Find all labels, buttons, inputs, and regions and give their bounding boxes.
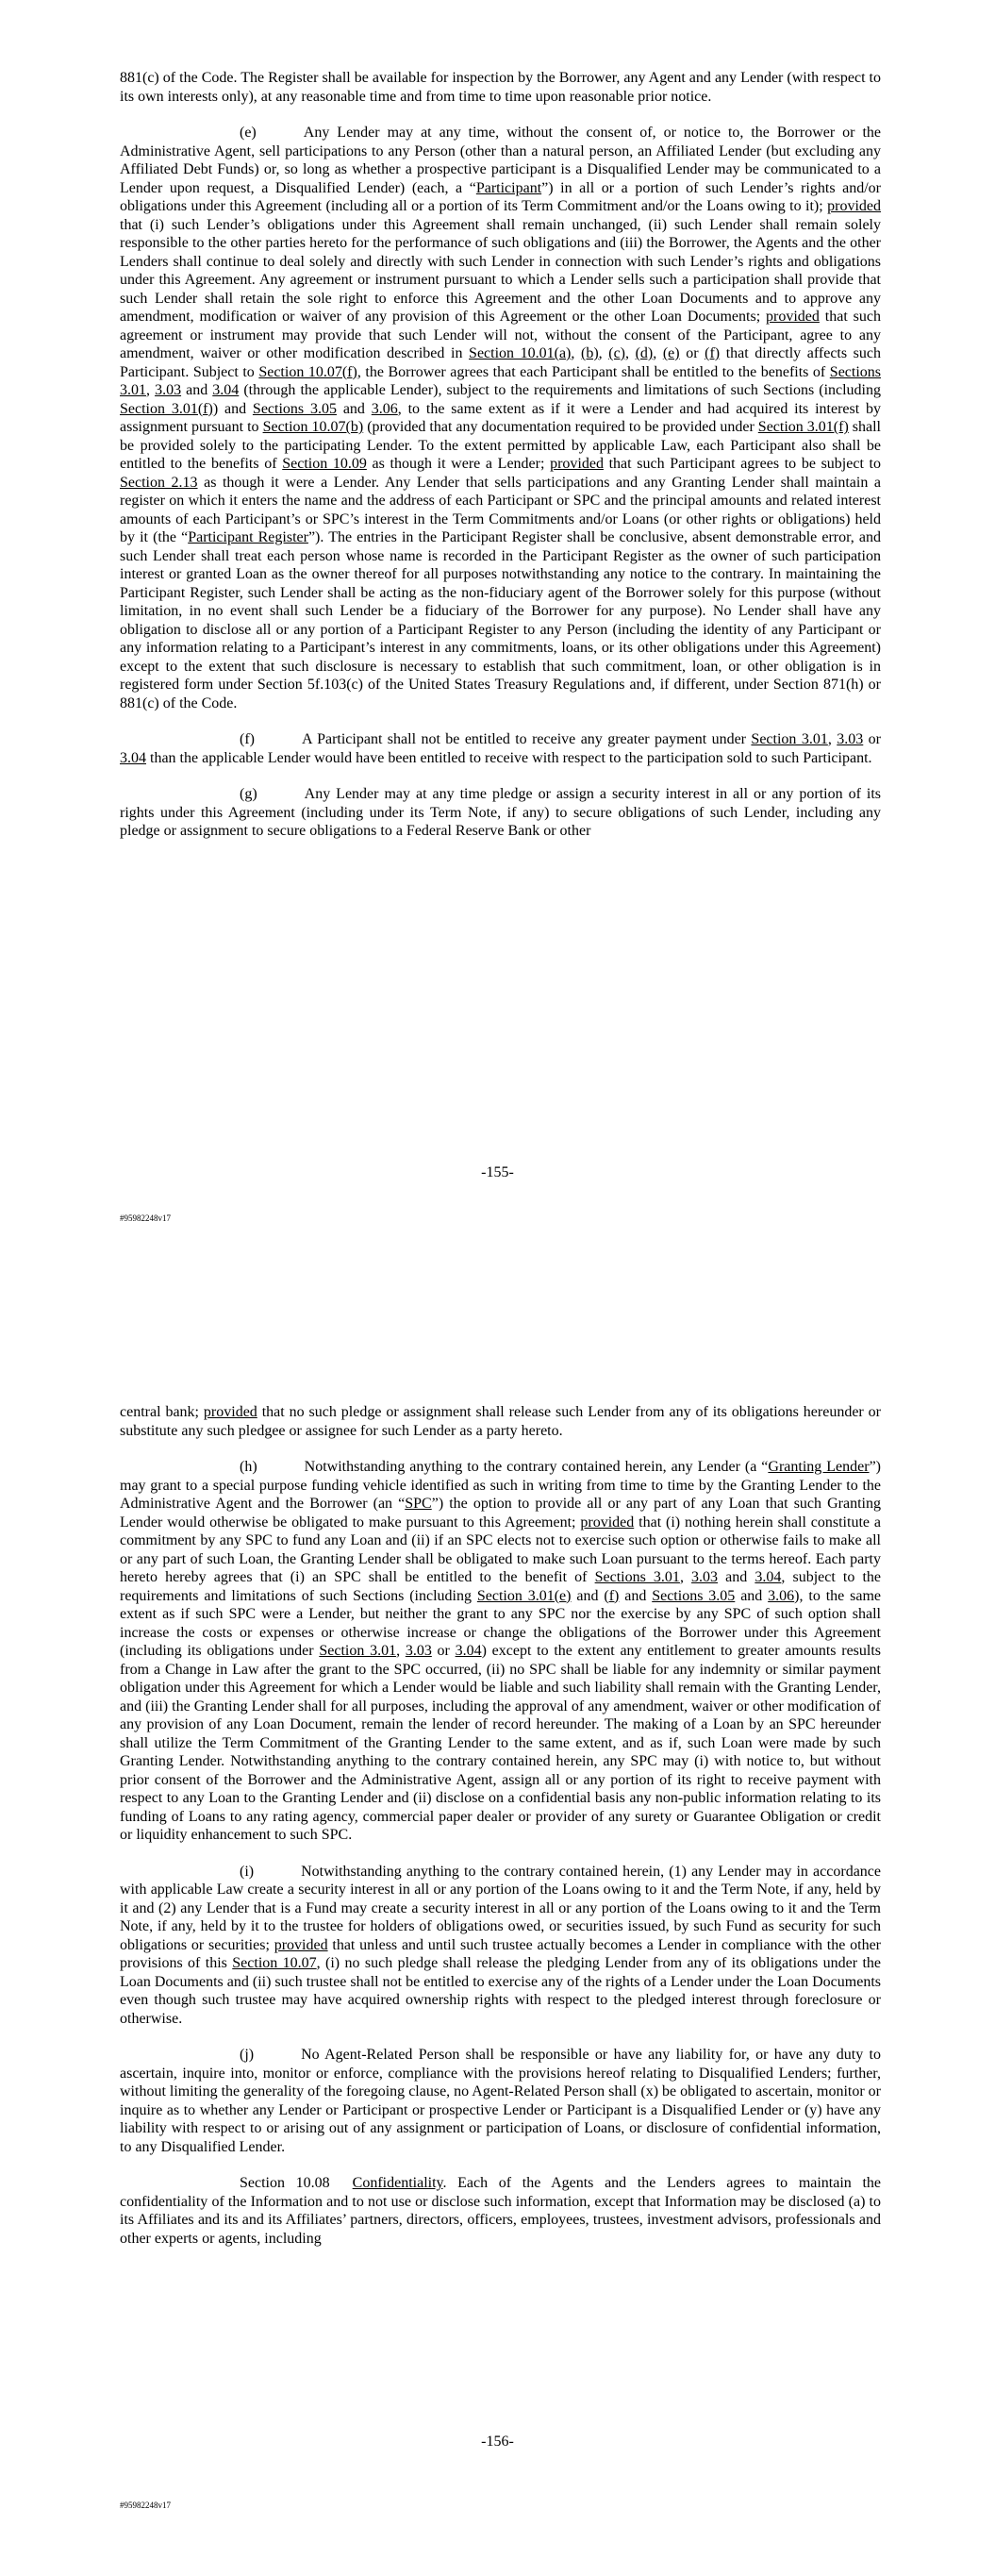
document-id: #95982248v17: [120, 1213, 171, 1223]
section-10-08: [120, 2174, 881, 2248]
paragraph-h: [120, 1458, 881, 1845]
clause-label: (g): [240, 786, 257, 802]
clause-body: Notwithstanding anything to the contrary contained herein, any Lender (a “Granting Lender”) may grant to a special purpose funding vehicle identified as such in writing from time to time by the Granting Lender to the Administrative Agent and the Borrower (an “SPC”) the option to provide all or any part of any Loan that such Granting Lender would otherwise be obligated to make pursuant to this Agreement; provided that (i) nothing herein shall constitute a commitment by any SPC to fund any Loan and (ii) if an SPC elects not to exercise such option or otherwise fails to make all or any part of such Loan, the Granting Lender shall be obligated to make such Loan pursuant to the terms hereof. Each party hereto hereby agrees that (i) an SPC shall be entitled to the benefit of Sections 3.01, 3.03 and 3.04, subject to the requirements and limitations of such Sections (including Section 3.01(e) and (f) and Sections 3.05 and 3.06), to the same extent as if such SPC were a Lender, but neither the grant to any SPC nor the exercise by any SPC of such option shall increase the costs or expenses or otherwise increase or change the obligations of the Borrower under this Agreement (including its obligations under Section 3.01, 3.03 or 3.04) except to the extent any entitlement to greater amounts results from a Change in Law after the grant to the SPC occurred, (ii) no SPC shall be liable for any indemnity or similar payment obligation under this Agreement for which a Lender would be liable and such liability shall remain with the Granting Lender, and (iii) the Granting Lender shall for all purposes, including the approval of any amendment, waiver or other modification of any provision of any Loan Document, remain the lender of record hereunder. The making of a Loan by an SPC hereunder shall utilize the Term Commitment of the Granting Lender to the same extent, and as if, such Loan were made by such Granting Lender. Notwithstanding anything to the contrary contained herein, any SPC may (i) with notice to, but without prior consent of the Borrower and the Administrative Agent, assign all or any portion of its right to receive payment with respect to any Loan to the Granting Lender and (ii) disclose on a confidential basis any non-public information relating to its funding of Loans to any rating agency, commercial paper dealer or provider of any surety or Guarantee Obligation or credit or liquidity enhancement to such SPC.: [120, 1459, 882, 1843]
page-155-body: [120, 69, 881, 859]
page-156: [0, 1288, 995, 2576]
clause-body: No Agent-Related Person shall be responsible or have any liability for, or have any duty to ascertain, inquire into, monitor or enforce, compliance with the provisions hereof relating to Disqualified Lenders; further, without limiting the generality of the foregoing clause, no Agent-Related Person shall (x) be obligated to ascertain, monitor or inquire as to whether any Lender or Participant or prospective Lender or Participant is a Disqualified Lender or (y) have any liability with respect to or arising out of any assignment or participation of Loans, or disclosure of confidential information, to any Disqualified Lender.: [120, 2047, 881, 2155]
section-heading: Confidentiality: [352, 2175, 443, 2191]
document-id: #95982248v17: [120, 2501, 171, 2510]
clause-body: Notwithstanding anything to the contrary contained herein, (1) any Lender may in accordance with applicable Law create a security interest in all or any portion of the Loans owing to it and the Term Note, if any, held by it and (2) any Lender that is a Fund may create a security interest in all or any portion of the Loans owing to it and the Term Note, if any, held by it to the trustee for holders of obligations owed, or securities issued, by such Fund as security for such obligations or securities; provided that unless and until such trustee actually becomes a Lender in compliance with the other provisions of this Section 10.07, (i) no such pledge shall release the pledging Lender from any of its obligations under the Loan Documents and (ii) such trustee shall not be entitled to exercise any of the rights of a Lender under the Loan Documents even though such trustee may have acquired ownership rights with respect to the pledged interest through foreclosure or otherwise.: [120, 1863, 882, 2027]
page-number: -156-: [481, 2434, 514, 2450]
page-number: -155-: [481, 1164, 514, 1180]
paragraph-continuation: central bank; provided that no such pledge or assignment shall release such Lender from any of its obligations hereunder or substitute any such pledgee or assignee for such Lender as a party hereto.: [120, 1404, 882, 1439]
clause-body: A Participant shall not be entitled to receive any greater payment under Section 3.01, 3.03 or 3.04 than the applicable Lender would have been entitled to receive with respect to the participation sold to such Participant.: [120, 731, 882, 766]
paragraph-i: [120, 1863, 881, 2029]
paragraph-g: [120, 785, 881, 841]
clause-label: (f): [240, 731, 255, 747]
clause-label: (i): [240, 1863, 255, 1880]
page-156-body: [120, 1403, 881, 2266]
paragraph-continuation: 881(c) of the Code. The Register shall be available for inspection by the Borrower, any Agent and any Lender (with respect to its own interests only), at any reasonable time and from time to time upon reasonable prior notice.: [120, 70, 881, 105]
section-body: . Each of the Agents and the Lenders agrees to maintain the confidentiality of the Information and to not use or disclose such information, except that Information may be disclosed (a) to its Affiliates and its and its Affiliates’ partners, directors, officers, employees, trustees, investment advisors, professionals and other experts or agents, including: [120, 2175, 882, 2247]
paragraph-f: [120, 730, 881, 767]
paragraph-e: [120, 124, 881, 712]
paragraph-j: [120, 2046, 881, 2156]
clause-body: Any Lender may at any time pledge or assign a security interest in all or any portion of its rights under this Agreement (including under its Term Note, if any) to secure obligations of such Lender, including any pledge or assignment to secure obligations to a Federal Reserve Bank or other: [120, 786, 881, 839]
clause-label: (h): [240, 1459, 257, 1475]
clause-body: Any Lender may at any time, without the consent of, or notice to, the Borrower or the Administrative Agent, sell participations to any Person (other than a natural person, an Affiliated Lender (but excluding any Affiliated Debt Funds) or, so long as whether a prospective participant is a Disqualified Lender may be communicated to a Lender upon request, a Disqualified Lender) (each, a “Participant”) in all or a portion of such Lender’s rights and/or obligations under this Agreement (including all or a portion of its Term Commitment and/or the Loans owing to it); provided that (i) such Lender’s obligations under this Agreement shall remain unchanged, (ii) such Lender shall remain solely responsible to the other parties hereto for the performance of such obligations and (iii) the Borrower, the Agents and the other Lenders shall continue to deal solely and directly with such Lender in connection with such Lender’s rights and obligations under this Agreement. Any agreement or instrument pursuant to which a Lender sells such a participation shall provide that such Lender shall retain the sole right to enforce this Agreement and the other Loan Documents and to approve any amendment, modification or waiver of any provision of this Agreement or the other Loan Documents; provided that such agreement or instrument may provide that such Lender will not, without the consent of the Participant, agree to any amendment, waiver or other modification described in Section 10.01(a), (b), (c), (d), (e) or (f) that directly affects such Participant. Subject to Section 10.07(f), the Borrower agrees that each Participant shall be entitled to the benefits of Sections 3.01, 3.03 and 3.04 (through the applicable Lender), subject to the requirements and limitations of such Sections (including Section 3.01(f)) and Sections 3.05 and 3.06, to the same extent as if it were a Lender and had acquired its interest by assignment pursuant to Section 10.07(b) (provided that any documentation required to be provided under Section 3.01(f) shall be provided solely to the participating Lender. To the extent permitted by applicable Law, each Participant also shall be entitled to the benefits of Section 10.09 as though it were a Lender; provided that such Participant agrees to be subject to Section 2.13 as though it were a Lender. Any Lender that sells participations and any Granting Lender shall maintain a register on which it enters the name and the address of each Participant or SPC and the principal amounts and related interest amounts of each Participant’s or SPC’s interest in the Term Commitments and/or Loans (or other rights or obligations) held by it (the “Participant Register”). The entries in the Participant Register shall be conclusive, absent demonstrable error, and such Lender shall treat each person whose name is recorded in the Participant Register as the owner of such participation interest or granted Loan as the owner thereof for all purposes notwithstanding any notice to the contrary. In maintaining the Participant Register, such Lender shall be acting as the non-fiduciary agent of the Borrower solely for this purpose (without limitation, in no event shall such Lender be a fiduciary of the Borrower for any purpose). No Lender shall have any obligation to disclose all or any portion of a Participant Register to any Person (including the identity of any Participant or any information relating to a Participant’s interest in any commitments, loans, or its other obligations under this Agreement) except to the extent that such disclosure is necessary to establish that such commitment, loan, or other obligation is in registered form under Section 5f.103(c) of the United States Treasury Regulations and, if different, under Section 871(h) or 881(c) of the Code.: [120, 125, 882, 711]
section-label: Section 10.08: [240, 2175, 330, 2191]
clause-label: (j): [240, 2047, 255, 2063]
clause-label: (e): [240, 125, 257, 141]
